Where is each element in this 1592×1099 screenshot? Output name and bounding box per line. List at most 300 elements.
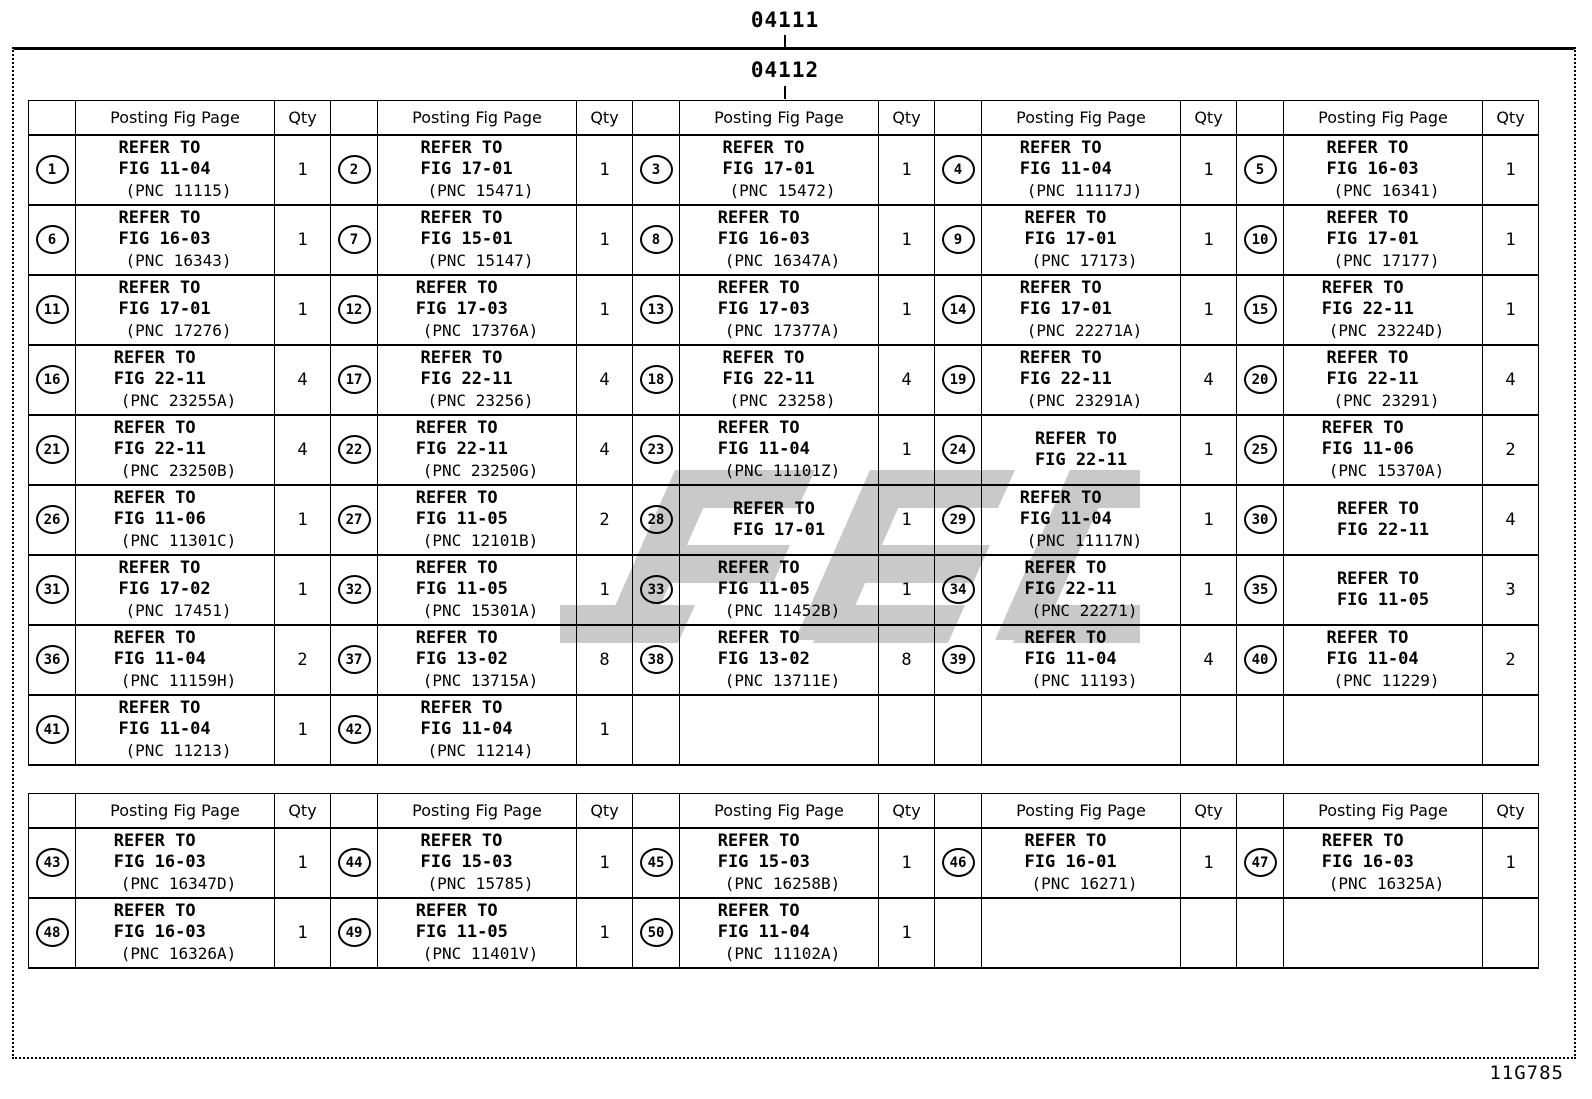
fig-line: FIG 11-04: [118, 159, 211, 179]
pnc-line: (PNC 16343): [125, 251, 232, 270]
pnc-line: (PNC 13715A): [422, 671, 539, 690]
posting-cell: [76, 695, 275, 765]
fig-line: FIG 11-04: [113, 649, 206, 669]
pnc-line: (PNC 22271): [1031, 601, 1138, 620]
pnc-line: (PNC 15472): [729, 181, 836, 200]
posting-ref: [718, 418, 841, 481]
fig-line: FIG 22-11: [113, 439, 206, 459]
posting-ref: [718, 278, 841, 341]
refer-to-line: REFER TO: [1321, 831, 1404, 851]
pnc-line: (PNC 22271A): [1026, 321, 1143, 340]
header-blank-cell: [1237, 101, 1284, 135]
fig-line: FIG 13-02: [717, 649, 810, 669]
item-number-cell: [1237, 828, 1284, 898]
item-number-badge: 14: [942, 295, 975, 324]
fig-line: FIG 17-01: [118, 299, 211, 319]
qty-cell: 2: [577, 485, 633, 555]
posting-cell: [982, 898, 1181, 968]
fig-line: FIG 17-02: [118, 579, 211, 599]
header-qty: Qty: [879, 101, 935, 135]
fig-line: FIG 11-04: [1024, 649, 1117, 669]
item-number-badge: 43: [36, 848, 69, 877]
fig-line: FIG 16-03: [1321, 852, 1414, 872]
fig-line: FIG 17-01: [1024, 229, 1117, 249]
qty-cell: 4: [275, 345, 331, 415]
qty-cell: 1: [275, 275, 331, 345]
fig-line: FIG 16-03: [118, 229, 211, 249]
posting-ref: [1322, 418, 1445, 481]
fig-line: FIG 22-11: [1034, 449, 1128, 470]
pnc-line: (PNC 11102A): [724, 944, 841, 963]
item-number-cell: [1237, 625, 1284, 695]
posting-cell: [76, 898, 275, 968]
item-number-badge: 21: [36, 435, 69, 464]
posting-cell: [76, 345, 275, 415]
posting-ref: [1025, 558, 1138, 621]
qty-cell: 1: [275, 898, 331, 968]
item-number-cell: [633, 898, 680, 968]
item-number-badge: 33: [640, 575, 673, 604]
posting-ref: [1025, 208, 1138, 271]
item-number-cell: [331, 625, 378, 695]
posting-ref: [114, 831, 237, 894]
fig-line: FIG 22-11: [1326, 369, 1419, 389]
posting-cell: [680, 205, 879, 275]
refer-to-line: REFER TO: [113, 348, 196, 368]
pnc-line: (PNC 11214): [427, 741, 534, 760]
posting-ref: [416, 901, 539, 964]
refer-to-line: REFER TO: [415, 488, 498, 508]
posting-cell: [76, 485, 275, 555]
refer-to-line: REFER TO: [1326, 348, 1409, 368]
item-number-cell: [1237, 135, 1284, 205]
fig-line: FIG 11-05: [1336, 589, 1430, 610]
refer-to-line: REFER TO: [1024, 831, 1107, 851]
fig-line: FIG 15-03: [717, 852, 810, 872]
posting-ref: [1337, 569, 1429, 611]
posting-cell: [378, 275, 577, 345]
qty-cell: 2: [275, 625, 331, 695]
posting-ref: [119, 278, 232, 341]
fig-line: FIG 15-03: [420, 852, 513, 872]
header-blank-cell: [935, 101, 982, 135]
header-blank-cell: [633, 794, 680, 828]
qty-cell: 1: [879, 555, 935, 625]
table-row: [29, 205, 1539, 275]
posting-cell: [1284, 695, 1483, 765]
header-row: [29, 794, 1539, 828]
posting-cell: [1284, 485, 1483, 555]
item-number-badge: 2: [338, 155, 371, 184]
pnc-line: (PNC 11117N): [1026, 531, 1143, 550]
item-number-badge: 8: [640, 225, 673, 254]
item-number-badge: 40: [1244, 645, 1277, 674]
posting-ref: [416, 488, 539, 551]
posting-cell: [982, 205, 1181, 275]
qty-cell: 1: [1181, 555, 1237, 625]
posting-ref: [1327, 208, 1440, 271]
posting-cell: [378, 898, 577, 968]
item-number-cell: [633, 275, 680, 345]
qty-cell: 1: [1181, 205, 1237, 275]
pnc-line: (PNC 11101Z): [724, 461, 841, 480]
reference-table-lower: [28, 793, 1539, 969]
item-number-cell: [1237, 898, 1284, 968]
item-number-badge: 22: [338, 435, 371, 464]
posting-cell: [1284, 555, 1483, 625]
refer-to-line: REFER TO: [717, 901, 800, 921]
item-number-cell: [29, 898, 76, 968]
pnc-line: (PNC 15785): [427, 874, 534, 893]
item-number-cell: [935, 898, 982, 968]
fig-line: FIG 15-01: [420, 229, 513, 249]
posting-cell: [982, 345, 1181, 415]
fig-line: FIG 17-03: [717, 299, 810, 319]
item-number-cell: [935, 135, 982, 205]
pnc-line: (PNC 16258B): [724, 874, 841, 893]
qty-cell: 1: [1483, 828, 1539, 898]
refer-to-line: REFER TO: [1034, 428, 1117, 449]
posting-cell: [1284, 205, 1483, 275]
item-number-cell: [29, 135, 76, 205]
posting-cell: [982, 828, 1181, 898]
table-row: [29, 828, 1539, 898]
refer-to-line: REFER TO: [1019, 348, 1102, 368]
table-row: [29, 275, 1539, 345]
posting-ref: [733, 499, 825, 541]
pnc-line: (PNC 11117J): [1026, 181, 1143, 200]
qty-cell: 1: [1181, 135, 1237, 205]
fig-line: FIG 16-03: [113, 922, 206, 942]
item-number-badge: 42: [338, 715, 371, 744]
posting-cell: [982, 625, 1181, 695]
posting-ref: [723, 348, 836, 411]
item-number-badge: 9: [942, 225, 975, 254]
qty-cell: 1: [577, 898, 633, 968]
item-number-badge: 16: [36, 365, 69, 394]
refer-to-line: REFER TO: [113, 628, 196, 648]
header-posting-fig-page: Posting Fig Page: [1284, 794, 1483, 828]
pnc-line: (PNC 23250G): [422, 461, 539, 480]
posting-ref: [1327, 348, 1440, 411]
item-number-cell: [29, 345, 76, 415]
qty-cell: 4: [1181, 345, 1237, 415]
posting-ref: [1035, 429, 1127, 471]
pnc-line: (PNC 11159H): [120, 671, 237, 690]
posting-ref: [718, 628, 841, 691]
refer-to-line: REFER TO: [420, 698, 503, 718]
posting-ref: [1025, 831, 1138, 894]
pnc-line: (PNC 15301A): [422, 601, 539, 620]
pnc-line: (PNC 11301C): [120, 531, 237, 550]
refer-to-line: REFER TO: [1326, 208, 1409, 228]
item-number-cell: [633, 625, 680, 695]
posting-ref: [421, 831, 534, 894]
refer-to-line: REFER TO: [717, 278, 800, 298]
posting-cell: [982, 555, 1181, 625]
posting-ref: [119, 698, 232, 761]
item-number-badge: 31: [36, 575, 69, 604]
fig-line: FIG 11-05: [717, 579, 810, 599]
posting-ref: [723, 138, 836, 201]
posting-ref: [114, 901, 237, 964]
table-row: [29, 485, 1539, 555]
qty-cell: 1: [879, 485, 935, 555]
qty-cell: 4: [1181, 625, 1237, 695]
pnc-line: (PNC 16347D): [120, 874, 237, 893]
item-number-badge: 41: [36, 715, 69, 744]
item-number-cell: [633, 135, 680, 205]
item-number-badge: 34: [942, 575, 975, 604]
item-number-badge: 24: [942, 435, 975, 464]
qty-cell: 4: [577, 415, 633, 485]
posting-ref: [421, 348, 534, 411]
refer-to-line: REFER TO: [732, 498, 815, 519]
item-number-cell: [1237, 485, 1284, 555]
item-number-cell: [633, 205, 680, 275]
item-number-cell: [633, 415, 680, 485]
pnc-line: (PNC 12101B): [422, 531, 539, 550]
refer-to-line: REFER TO: [113, 901, 196, 921]
item-number-cell: [633, 555, 680, 625]
item-number-cell: [935, 555, 982, 625]
item-number-badge: 50: [640, 918, 673, 947]
qty-cell: 1: [275, 205, 331, 275]
pnc-line: (PNC 23291A): [1026, 391, 1143, 410]
header-qty: Qty: [275, 794, 331, 828]
item-number-badge: 3: [640, 155, 673, 184]
item-number-cell: [935, 828, 982, 898]
qty-cell: 2: [1483, 625, 1539, 695]
qty-cell: 1: [275, 828, 331, 898]
item-number-badge: 4: [942, 155, 975, 184]
header-posting-fig-page: Posting Fig Page: [378, 794, 577, 828]
item-number-cell: [633, 828, 680, 898]
qty-cell: 1: [879, 828, 935, 898]
header-blank-cell: [331, 101, 378, 135]
fig-line: FIG 16-03: [717, 229, 810, 249]
item-number-cell: [29, 828, 76, 898]
qty-cell: [1181, 898, 1237, 968]
posting-cell: [982, 485, 1181, 555]
header-qty: Qty: [1181, 101, 1237, 135]
posting-ref: [114, 488, 237, 551]
item-number-badge: 11: [36, 295, 69, 324]
reference-table-upper: [28, 100, 1539, 766]
fig-line: FIG 11-05: [415, 922, 508, 942]
refer-to-line: REFER TO: [118, 558, 201, 578]
posting-ref: [718, 831, 841, 894]
pnc-line: (PNC 11193): [1031, 671, 1138, 690]
pnc-line: (PNC 17177): [1333, 251, 1440, 270]
pnc-line: (PNC 17377A): [724, 321, 841, 340]
fig-line: FIG 11-05: [415, 579, 508, 599]
item-number-badge: 17: [338, 365, 371, 394]
item-number-cell: [29, 275, 76, 345]
fig-line: FIG 22-11: [415, 439, 508, 459]
pnc-line: (PNC 11401V): [422, 944, 539, 963]
refer-to-line: REFER TO: [717, 418, 800, 438]
item-number-cell: [331, 275, 378, 345]
page-code: 11G785: [1489, 1062, 1564, 1084]
item-number-cell: [29, 205, 76, 275]
item-number-badge: 28: [640, 505, 673, 534]
item-number-badge: 10: [1244, 225, 1277, 254]
item-number-cell: [331, 485, 378, 555]
item-number-badge: 19: [942, 365, 975, 394]
posting-ref: [1020, 138, 1143, 201]
posting-cell: [76, 555, 275, 625]
refer-to-line: REFER TO: [1326, 138, 1409, 158]
item-number-cell: [331, 415, 378, 485]
qty-cell: 1: [879, 415, 935, 485]
qty-cell: 1: [879, 135, 935, 205]
refer-to-line: REFER TO: [1321, 418, 1404, 438]
pnc-line: (PNC 23255A): [120, 391, 237, 410]
posting-cell: [680, 898, 879, 968]
header-qty: Qty: [275, 101, 331, 135]
header-blank-cell: [331, 794, 378, 828]
qty-cell: 1: [879, 205, 935, 275]
item-number-badge: 26: [36, 505, 69, 534]
item-number-badge: 1: [36, 155, 69, 184]
item-number-badge: 39: [942, 645, 975, 674]
posting-cell: [1284, 828, 1483, 898]
posting-cell: [680, 345, 879, 415]
fig-line: FIG 11-06: [1321, 439, 1414, 459]
item-number-badge: 13: [640, 295, 673, 324]
item-number-cell: [29, 485, 76, 555]
pnc-line: (PNC 16347A): [724, 251, 841, 270]
pnc-line: (PNC 23256): [427, 391, 534, 410]
item-number-badge: 47: [1244, 848, 1277, 877]
posting-cell: [378, 485, 577, 555]
pnc-line: (PNC 16325A): [1328, 874, 1445, 893]
posting-ref: [718, 208, 841, 271]
pnc-line: (PNC 23250B): [120, 461, 237, 480]
item-number-badge: 15: [1244, 295, 1277, 324]
header-blank-cell: [1237, 794, 1284, 828]
item-number-cell: [331, 828, 378, 898]
table-row: [29, 625, 1539, 695]
posting-cell: [76, 205, 275, 275]
pnc-line: (PNC 16271): [1031, 874, 1138, 893]
item-number-cell: [331, 695, 378, 765]
posting-ref: [416, 278, 539, 341]
qty-cell: 4: [275, 415, 331, 485]
posting-cell: [982, 135, 1181, 205]
qty-cell: [879, 695, 935, 765]
item-number-cell: [935, 205, 982, 275]
posting-ref: [1020, 348, 1143, 411]
qty-cell: 1: [275, 485, 331, 555]
refer-to-line: REFER TO: [415, 418, 498, 438]
pnc-line: (PNC 23224D): [1328, 321, 1445, 340]
refer-to-line: REFER TO: [1024, 208, 1107, 228]
qty-cell: 1: [1483, 135, 1539, 205]
header-row: [29, 101, 1539, 135]
qty-cell: 1: [1181, 485, 1237, 555]
pnc-line: (PNC 15370A): [1328, 461, 1445, 480]
posting-ref: [1020, 278, 1143, 341]
pnc-line: (PNC 17276): [125, 321, 232, 340]
posting-ref: [421, 698, 534, 761]
header-qty: Qty: [577, 794, 633, 828]
qty-cell: 3: [1483, 555, 1539, 625]
qty-cell: 1: [1181, 415, 1237, 485]
fig-line: FIG 11-04: [1019, 509, 1112, 529]
table-row: [29, 415, 1539, 485]
fig-line: FIG 16-01: [1024, 852, 1117, 872]
item-number-cell: [633, 485, 680, 555]
qty-cell: 4: [1483, 345, 1539, 415]
item-number-cell: [29, 625, 76, 695]
item-number-cell: [29, 555, 76, 625]
posting-cell: [1284, 415, 1483, 485]
item-number-cell: [935, 485, 982, 555]
fig-line: FIG 13-02: [415, 649, 508, 669]
refer-to-line: REFER TO: [415, 278, 498, 298]
header-posting-fig-page: Posting Fig Page: [982, 101, 1181, 135]
refer-to-line: REFER TO: [118, 138, 201, 158]
posting-cell: [76, 625, 275, 695]
refer-to-line: REFER TO: [113, 418, 196, 438]
fig-line: FIG 22-11: [1024, 579, 1117, 599]
posting-ref: [416, 628, 539, 691]
item-number-badge: 37: [338, 645, 371, 674]
item-number-cell: [331, 135, 378, 205]
refer-to-line: REFER TO: [722, 138, 805, 158]
pnc-line: (PNC 17376A): [422, 321, 539, 340]
qty-cell: 1: [577, 205, 633, 275]
item-number-badge: 38: [640, 645, 673, 674]
header-qty: Qty: [1483, 101, 1539, 135]
fig-line: FIG 22-11: [1321, 299, 1414, 319]
pnc-line: (PNC 23258): [729, 391, 836, 410]
posting-cell: [680, 135, 879, 205]
item-number-cell: [1237, 415, 1284, 485]
qty-cell: 1: [1483, 275, 1539, 345]
header-posting-fig-page: Posting Fig Page: [76, 101, 275, 135]
fig-line: FIG 17-01: [420, 159, 513, 179]
posting-ref: [416, 558, 539, 621]
item-number-cell: [935, 415, 982, 485]
qty-cell: 8: [577, 625, 633, 695]
posting-ref: [119, 208, 232, 271]
item-number-cell: [1237, 275, 1284, 345]
connector-tick-inner: [784, 86, 786, 99]
refer-to-line: REFER TO: [1019, 488, 1102, 508]
item-number-badge: 30: [1244, 505, 1277, 534]
fig-line: FIG 22-11: [1336, 519, 1430, 540]
pnc-line: (PNC 16341): [1333, 181, 1440, 200]
qty-cell: 1: [1181, 828, 1237, 898]
posting-cell: [76, 275, 275, 345]
posting-cell: [76, 135, 275, 205]
posting-ref: [1322, 278, 1445, 341]
posting-ref: [1322, 831, 1445, 894]
qty-cell: [1483, 695, 1539, 765]
refer-to-line: REFER TO: [1336, 568, 1419, 589]
fig-line: FIG 11-05: [415, 509, 508, 529]
item-number-cell: [633, 345, 680, 415]
table-row: [29, 345, 1539, 415]
qty-cell: 2: [1483, 415, 1539, 485]
fig-line: FIG 11-04: [1019, 159, 1112, 179]
item-number-cell: [29, 695, 76, 765]
fig-line: FIG 17-01: [1326, 229, 1419, 249]
fig-line: FIG 22-11: [113, 369, 206, 389]
